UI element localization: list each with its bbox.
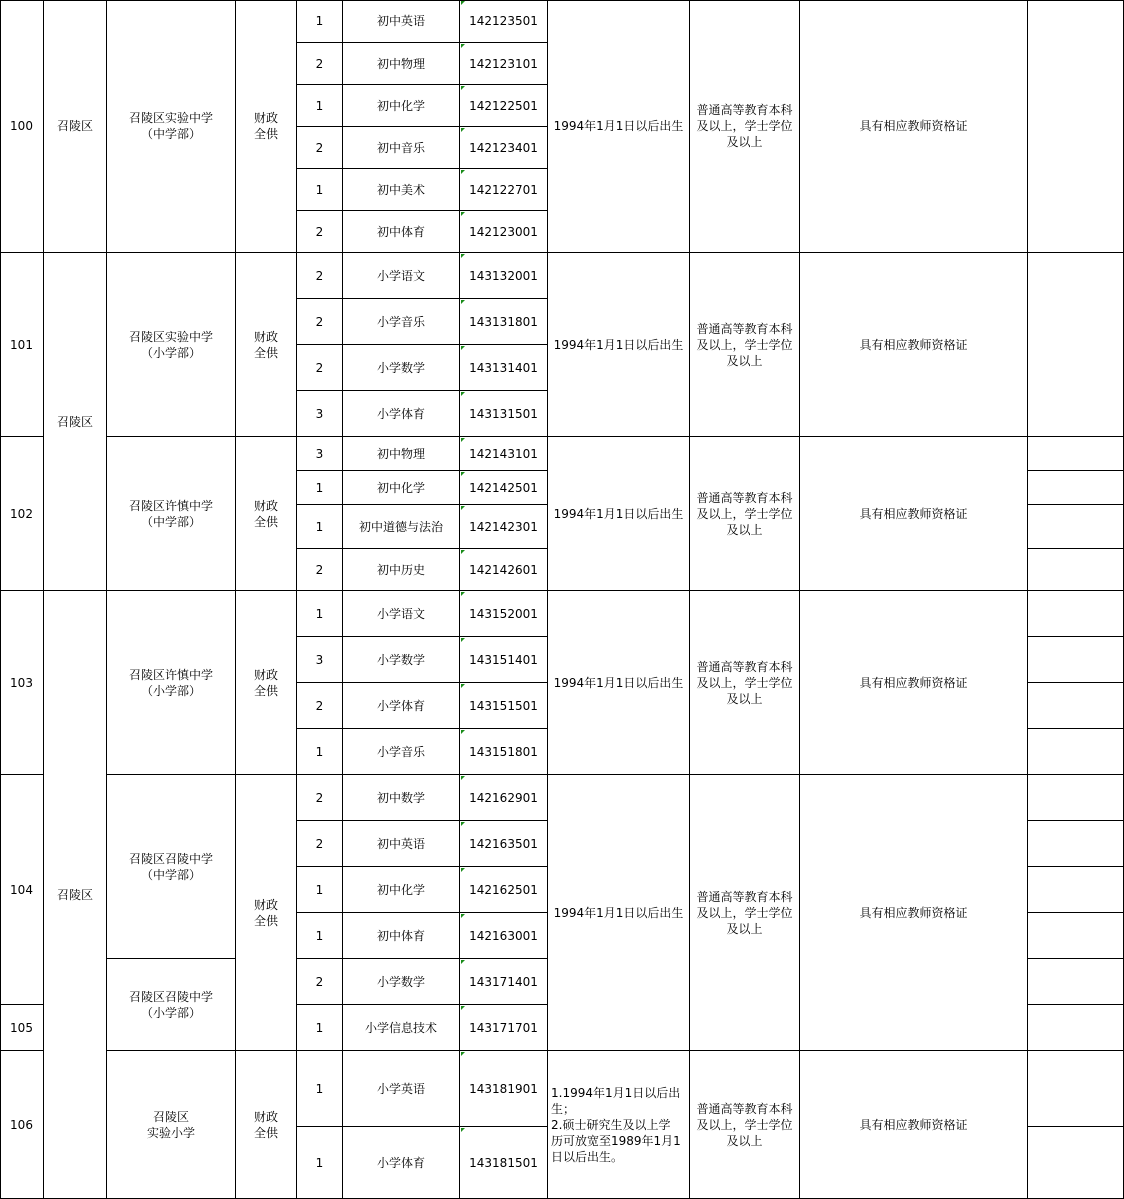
remarks-cell <box>1028 505 1124 549</box>
age-requirement-cell: 1994年1月1日以后出生 <box>548 0 690 253</box>
post-code-cell: 143131801 <box>460 299 548 345</box>
education-requirement-cell: 普通高等教育本科 及以上，学士学位 及以上 <box>690 775 800 1051</box>
subject-cell: 初中体育 <box>343 913 460 959</box>
post-count-cell: 1 <box>297 169 343 211</box>
remarks-cell <box>1028 1127 1124 1199</box>
funding-cell: 财政 全供 <box>236 1051 297 1199</box>
post-code-cell: 142122701 <box>460 169 548 211</box>
district-cell: 召陵区 <box>44 253 107 591</box>
post-code-cell: 143131401 <box>460 345 548 391</box>
certificate-requirement-cell: 具有相应教师资格证 <box>800 0 1028 253</box>
subject-cell: 初中道德与法治 <box>343 505 460 549</box>
certificate-requirement-cell: 具有相应教师资格证 <box>800 775 1028 1051</box>
post-code-cell: 142123501 <box>460 0 548 43</box>
post-count-cell: 2 <box>297 43 343 85</box>
post-code-cell: 143151801 <box>460 729 548 775</box>
post-count-cell: 2 <box>297 211 343 253</box>
post-code-cell: 142143101 <box>460 437 548 471</box>
serial-number-cell: 105 <box>0 1005 44 1051</box>
post-count-cell: 1 <box>297 1051 343 1127</box>
post-code-cell: 142163501 <box>460 821 548 867</box>
unit-cell: 召陵区 实验小学 <box>107 1051 236 1199</box>
post-code-cell: 143132001 <box>460 253 548 299</box>
post-count-cell: 1 <box>297 1005 343 1051</box>
serial-number-cell: 103 <box>0 591 44 775</box>
post-code-cell: 142163001 <box>460 913 548 959</box>
post-code-cell: 142142301 <box>460 505 548 549</box>
subject-cell: 小学信息技术 <box>343 1005 460 1051</box>
remarks-cell <box>1028 471 1124 505</box>
post-count-cell: 1 <box>297 913 343 959</box>
subject-cell: 初中物理 <box>343 43 460 85</box>
post-code-cell: 142123101 <box>460 43 548 85</box>
post-count-cell: 2 <box>297 959 343 1005</box>
subject-cell: 小学数学 <box>343 345 460 391</box>
post-code-cell: 142122501 <box>460 85 548 127</box>
post-code-cell: 143171701 <box>460 1005 548 1051</box>
post-count-cell: 2 <box>297 345 343 391</box>
remarks-cell <box>1028 0 1124 253</box>
post-code-cell: 142162501 <box>460 867 548 913</box>
remarks-cell <box>1028 253 1124 437</box>
remarks-cell <box>1028 591 1124 637</box>
subject-cell: 初中化学 <box>343 471 460 505</box>
age-requirement-cell: 1994年1月1日以后出生 <box>548 253 690 437</box>
education-requirement-cell: 普通高等教育本科 及以上，学士学位 及以上 <box>690 0 800 253</box>
post-count-cell: 2 <box>297 775 343 821</box>
serial-number-cell: 104 <box>0 775 44 1005</box>
post-count-cell: 3 <box>297 637 343 683</box>
remarks-cell <box>1028 775 1124 821</box>
post-count-cell: 2 <box>297 127 343 169</box>
remarks-cell <box>1028 1051 1124 1127</box>
post-code-cell: 142123001 <box>460 211 548 253</box>
subject-cell: 初中体育 <box>343 211 460 253</box>
post-count-cell: 1 <box>297 505 343 549</box>
post-code-cell: 143152001 <box>460 591 548 637</box>
education-requirement-cell: 普通高等教育本科 及以上，学士学位 及以上 <box>690 437 800 591</box>
subject-cell: 小学音乐 <box>343 729 460 775</box>
post-count-cell: 1 <box>297 0 343 43</box>
post-code-cell: 143151401 <box>460 637 548 683</box>
unit-cell: 召陵区许慎中学 （中学部） <box>107 437 236 591</box>
remarks-cell <box>1028 549 1124 591</box>
unit-cell: 召陵区许慎中学 （小学部） <box>107 591 236 775</box>
district-cell: 召陵区 <box>44 0 107 253</box>
post-code-cell: 142162901 <box>460 775 548 821</box>
serial-number-cell: 102 <box>0 437 44 591</box>
post-count-cell: 2 <box>297 253 343 299</box>
post-count-cell: 1 <box>297 867 343 913</box>
remarks-cell <box>1028 729 1124 775</box>
funding-cell: 财政 全供 <box>236 437 297 591</box>
funding-cell: 财政 全供 <box>236 0 297 253</box>
subject-cell: 小学语文 <box>343 591 460 637</box>
post-code-cell: 142123401 <box>460 127 548 169</box>
district-cell: 召陵区 <box>44 591 107 1199</box>
age-requirement-cell: 1994年1月1日以后出生 <box>548 437 690 591</box>
subject-cell: 初中物理 <box>343 437 460 471</box>
certificate-requirement-cell: 具有相应教师资格证 <box>800 1051 1028 1199</box>
subject-cell: 小学数学 <box>343 637 460 683</box>
unit-cell: 召陵区实验中学 （小学部） <box>107 253 236 437</box>
subject-cell: 初中英语 <box>343 0 460 43</box>
post-code-cell: 143151501 <box>460 683 548 729</box>
remarks-cell <box>1028 683 1124 729</box>
education-requirement-cell: 普通高等教育本科 及以上，学士学位 及以上 <box>690 591 800 775</box>
subject-cell: 初中数学 <box>343 775 460 821</box>
remarks-cell <box>1028 913 1124 959</box>
subject-cell: 小学语文 <box>343 253 460 299</box>
unit-cell: 召陵区召陵中学 （小学部） <box>107 959 236 1051</box>
funding-cell: 财政 全供 <box>236 253 297 437</box>
post-count-cell: 1 <box>297 471 343 505</box>
serial-number-cell: 106 <box>0 1051 44 1199</box>
remarks-cell <box>1028 867 1124 913</box>
post-count-cell: 2 <box>297 299 343 345</box>
serial-number-cell: 101 <box>0 253 44 437</box>
subject-cell: 小学数学 <box>343 959 460 1005</box>
certificate-requirement-cell: 具有相应教师资格证 <box>800 253 1028 437</box>
subject-cell: 初中历史 <box>343 549 460 591</box>
unit-cell: 召陵区实验中学 （中学部） <box>107 0 236 253</box>
post-code-cell: 143181501 <box>460 1127 548 1199</box>
post-count-cell: 2 <box>297 821 343 867</box>
education-requirement-cell: 普通高等教育本科 及以上，学士学位 及以上 <box>690 1051 800 1199</box>
subject-cell: 小学体育 <box>343 683 460 729</box>
remarks-cell <box>1028 437 1124 471</box>
subject-cell: 初中美术 <box>343 169 460 211</box>
remarks-cell <box>1028 637 1124 683</box>
serial-number-cell: 100 <box>0 0 44 253</box>
post-code-cell: 143171401 <box>460 959 548 1005</box>
age-requirement-cell: 1994年1月1日以后出生 <box>548 775 690 1051</box>
remarks-cell <box>1028 1005 1124 1051</box>
post-count-cell: 1 <box>297 1127 343 1199</box>
subject-cell: 初中英语 <box>343 821 460 867</box>
funding-cell: 财政 全供 <box>236 775 297 1051</box>
post-count-cell: 3 <box>297 437 343 471</box>
subject-cell: 初中音乐 <box>343 127 460 169</box>
age-requirement-cell: 1994年1月1日以后出生 <box>548 591 690 775</box>
post-code-cell: 142142601 <box>460 549 548 591</box>
subject-cell: 初中化学 <box>343 867 460 913</box>
post-count-cell: 3 <box>297 391 343 437</box>
post-count-cell: 1 <box>297 729 343 775</box>
subject-cell: 初中化学 <box>343 85 460 127</box>
subject-cell: 小学音乐 <box>343 299 460 345</box>
post-count-cell: 1 <box>297 85 343 127</box>
post-count-cell: 1 <box>297 591 343 637</box>
certificate-requirement-cell: 具有相应教师资格证 <box>800 437 1028 591</box>
post-code-cell: 143181901 <box>460 1051 548 1127</box>
subject-cell: 小学英语 <box>343 1051 460 1127</box>
education-requirement-cell: 普通高等教育本科 及以上，学士学位 及以上 <box>690 253 800 437</box>
post-code-cell: 143131501 <box>460 391 548 437</box>
post-count-cell: 2 <box>297 549 343 591</box>
post-count-cell: 2 <box>297 683 343 729</box>
remarks-cell <box>1028 821 1124 867</box>
certificate-requirement-cell: 具有相应教师资格证 <box>800 591 1028 775</box>
post-code-cell: 142142501 <box>460 471 548 505</box>
remarks-cell <box>1028 959 1124 1005</box>
funding-cell: 财政 全供 <box>236 591 297 775</box>
subject-cell: 小学体育 <box>343 1127 460 1199</box>
subject-cell: 小学体育 <box>343 391 460 437</box>
unit-cell: 召陵区召陵中学 （中学部） <box>107 775 236 959</box>
age-requirement-cell: 1.1994年1月1日以后出 生； 2.硕士研究生及以上学 历可放宽至1989年1月1 日以后出生。 <box>548 1051 690 1199</box>
